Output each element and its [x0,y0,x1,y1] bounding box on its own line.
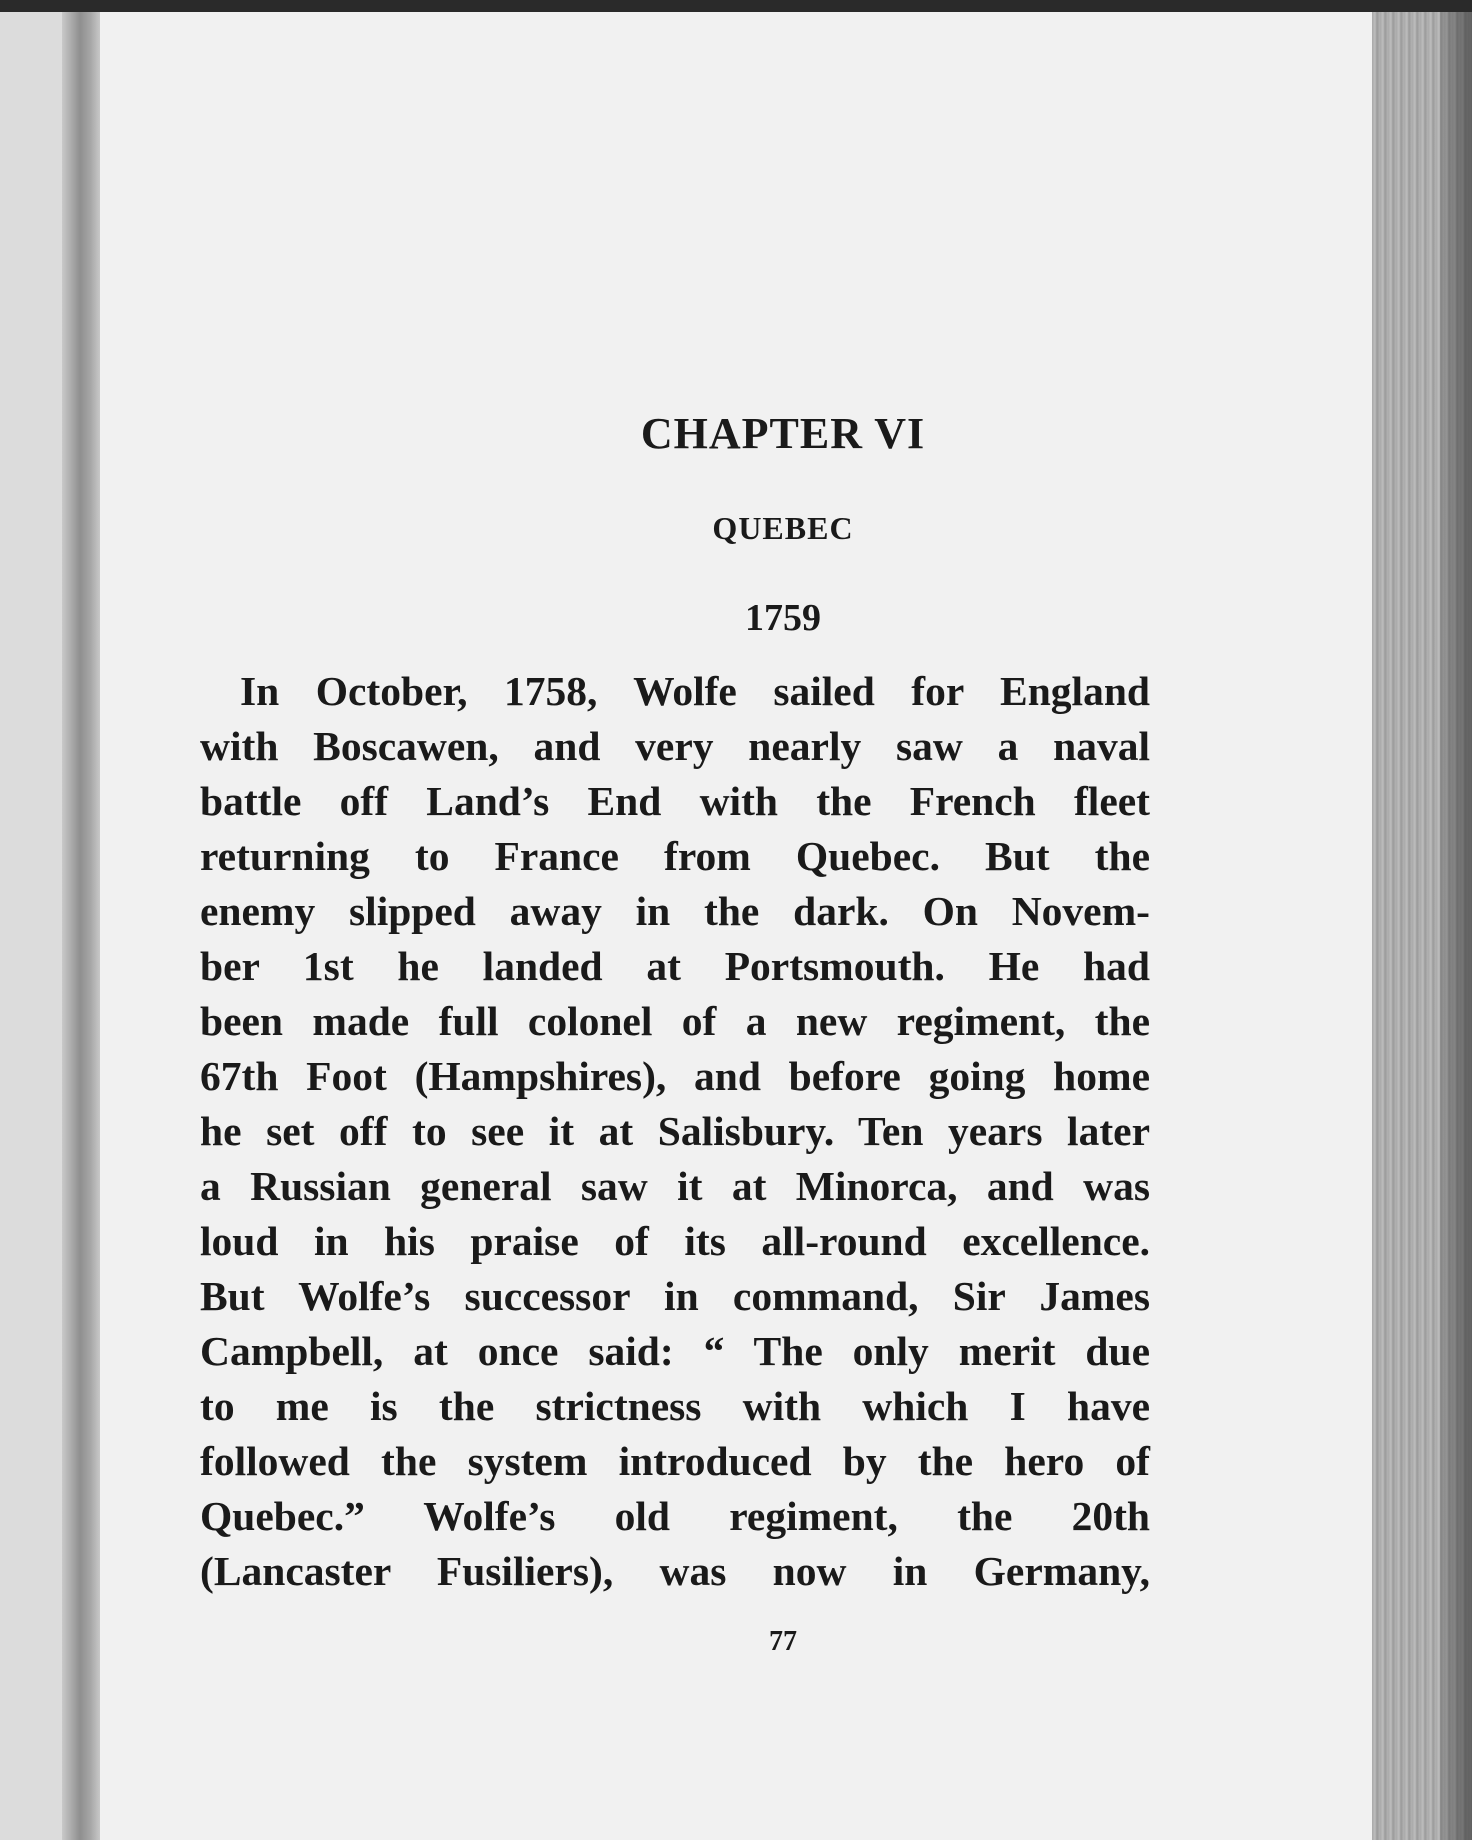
text-line: In October, 1758, Wolfe sailed for England [240,668,1150,714]
book-gutter [62,12,102,1840]
chapter-title: QUEBEC [712,510,854,546]
text-line: enemy slipped away in the dark. On Novem- [200,888,1150,934]
text-line: with Boscawen, and very nearly saw a naval [200,723,1150,769]
page-block-shadow [1440,12,1472,1840]
text-line: a Russian general saw it at Minorca, and was [200,1163,1150,1209]
facing-page-edge [0,12,64,1840]
text-line: ber 1st he landed at Portsmouth. He had [200,943,1150,989]
text-line: returning to France from Quebec. But the [200,833,1150,879]
text-line: battle off Land’s End with the French fleet [200,778,1150,824]
body-paragraph [200,664,1150,1599]
text-line: been made full colonel of a new regiment, the [200,998,1150,1044]
book-top-edge [0,0,1472,12]
text-line: Quebec.” Wolfe’s old regiment, the 20th [200,1493,1150,1539]
text-line: Campbell, at once said: “ The only merit due [200,1328,1150,1374]
text-line: 67th Foot (Hampshires), and before going home [200,1053,1150,1099]
text-line: loud in his praise of its all-round excellence. [200,1218,1150,1264]
page-number: 77 [769,1626,797,1657]
text-line: But Wolfe’s successor in command, Sir James [200,1273,1150,1319]
text-line: followed the system introduced by the hero of [200,1438,1150,1484]
text-line: to me is the strictness with which I have [200,1383,1150,1429]
chapter-heading: CHAPTER VI [640,409,926,458]
text-line: he set off to see it at Salisbury. Ten years later [200,1108,1150,1154]
chapter-year: 1759 [745,597,821,639]
text-line: (Lancaster Fusiliers), was now in Germany, [200,1548,1150,1594]
